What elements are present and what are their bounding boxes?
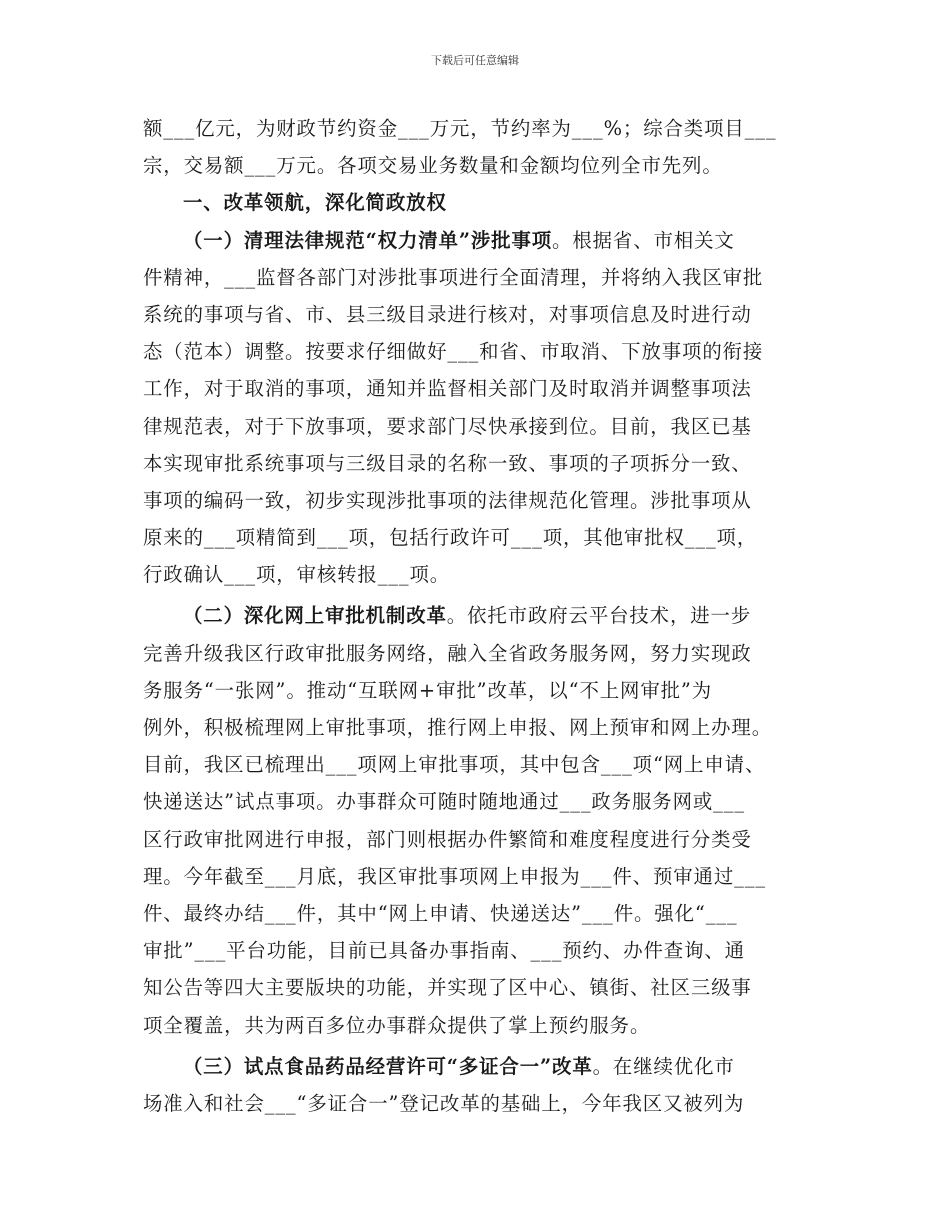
paragraph-line: 项全覆盖，共为两百多位办事群众提供了掌上预约服务。 bbox=[143, 1013, 651, 1037]
paragraph-line: 件、最终办结___件，其中“网上申请、快递送达”___件。强化“___ bbox=[143, 901, 738, 925]
paragraph-line: 本实现审批系统事项与三级目录的名称一致、事项的子项拆分一致、 bbox=[143, 451, 752, 475]
paragraph-line: 态（范本）调整。按要求仔细做好___和省、市取消、下放事项的衔接 bbox=[143, 340, 764, 364]
paragraph-first-line bbox=[143, 1048, 811, 1085]
paragraph-line: 件精神，___监督各部门对涉批事项进行全面清理，并将纳入我区审批 bbox=[143, 265, 764, 289]
paragraph-line: 务服务“一张网”。推动“互联网+审批”改革，以“不上网审批”为 bbox=[143, 678, 712, 702]
paragraph-title: （二）深化网上审批机制改革 bbox=[183, 604, 447, 628]
paragraph-3 bbox=[143, 1048, 811, 1122]
paragraph-first-line bbox=[143, 597, 811, 634]
paragraph-2 bbox=[143, 597, 811, 1043]
paragraph-line: 律规范表，对于下放事项，要求部门尽快承接到位。目前，我区已基 bbox=[143, 414, 752, 438]
paragraph-title: （三）试点食品药品经营许可“多证合一”改革 bbox=[183, 1054, 593, 1078]
paragraph-line: 系统的事项与省、市、县三级目录进行核对，对事项信息及时进行动 bbox=[143, 302, 752, 326]
paragraph-line: 快递送达”试点事项。办事群众可随时随地通过___政务服务网或___ bbox=[143, 790, 745, 814]
paragraph-line: 完善升级我区行政审批服务网络，融入全省政务服务网，努力实现政 bbox=[143, 641, 752, 665]
paragraph-1 bbox=[143, 222, 811, 594]
paragraph-line: 场准入和社会___“多证合一”登记改革的基础上，今年我区又被列为 bbox=[143, 1091, 745, 1115]
paragraph-line: 审批”___平台功能，目前已具备办事指南、___预约、办件查询、通 bbox=[143, 939, 745, 963]
paragraph-text: 。根据省、市相关文 bbox=[552, 228, 735, 252]
paragraph-line: 例外，积极梳理网上审批事项，推行网上申报、网上预审和网上办理。 bbox=[143, 716, 773, 739]
paragraph-text: 。依托市政府云平台技术，进一步 bbox=[446, 604, 752, 628]
document-body bbox=[143, 110, 811, 1122]
paragraph-title: （一）清理法律规范“权力清单”涉批事项 bbox=[183, 228, 553, 252]
intro-line: 额___亿元，为财政节约资金___万元，节约率为___%；综合类项目___ bbox=[143, 117, 777, 140]
paragraph-line: 事项的编码一致，初步实现涉批事项的法律规范化管理。涉批事项从 bbox=[143, 488, 752, 512]
paragraph-first-line bbox=[143, 222, 811, 259]
paragraph-line: 区行政审批网进行申报，部门则根据办件繁简和难度程度进行分类受 bbox=[143, 827, 752, 851]
paragraph-line: 原来的___项精简到___项，包括行政许可___项，其他审批权___项， bbox=[143, 526, 758, 550]
section-heading: 一、改革领航，深化简政放权 bbox=[183, 191, 447, 215]
paragraph-line: 行政确认___项，审核转报___项。 bbox=[143, 563, 451, 587]
paragraph-line: 理。今年截至___月底，我区审批事项网上申报为___件、预审通过___ bbox=[143, 864, 766, 888]
page-header: 下载后可任意编辑 bbox=[431, 54, 519, 67]
paragraph-line: 工作，对于取消的事项，通知并监督相关部门及时取消并调整事项法 bbox=[143, 377, 752, 401]
paragraph-line: 知公告等四大主要版块的功能，并实现了区中心、镇街、社区三级事 bbox=[143, 976, 752, 1000]
intro-line: 宗，交易额___万元。各项交易业务数量和金额均位列全市先列。 bbox=[143, 154, 723, 178]
paragraph-line: 目前，我区已梳理出___项网上审批事项，其中包含___项“网上申请、 bbox=[143, 753, 766, 777]
paragraph-text: 。在继续优化市 bbox=[592, 1054, 735, 1078]
